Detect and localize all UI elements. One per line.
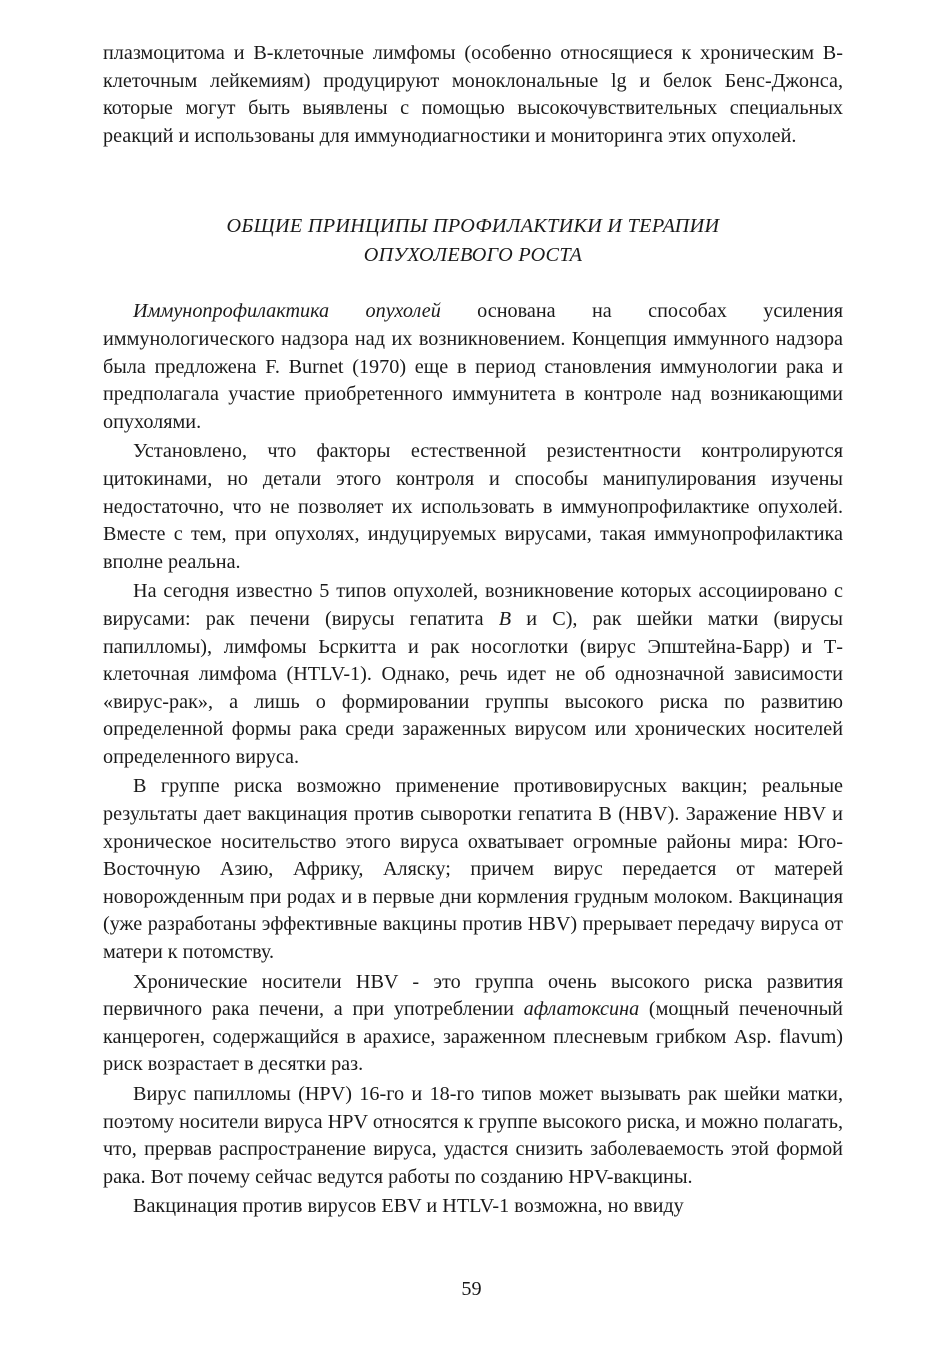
paragraph-virus-tumors xyxy=(103,578,843,771)
section-heading-line-2: ОПУХОЛЕВОГО РОСТА xyxy=(363,244,583,267)
paragraph-text: и С), рак шейки матки (вирусы папилломы), лимфомы Ьсркитта и рак носоглотки (вирус Эпштейна-Барр) и Т-клеточная лимфома (HTLV-1). Однако, речь идет не об однозначной зависимости «вирус-рак», а лишь о формировании группы высокого риска по развитию определенной формы рака среди зараженных вирусом или хронических носителей определенного вируса. xyxy=(103,607,843,768)
paragraph-text: (мощный печеночный канцероген, содержащийся в арахисе, зараженном плесневым грибком Asp. flavum) риск возрастает в десятки раз. xyxy=(103,998,843,1076)
paragraph-ebv-htlv: Вакцинация против вирусов EBV и HTLV-1 возможна, но ввиду xyxy=(133,1195,684,1218)
paragraph-text: На сегодня известно 5 типов опухолей, возникновение которых ассоциировано с вирусами: рак печени (вирусы гепатита xyxy=(103,580,843,630)
paragraph-immunoprophylaxis xyxy=(103,298,843,436)
section-heading xyxy=(103,212,843,270)
section-heading-line-1: ОБЩИЕ ПРИНЦИПЫ ПРОФИЛАКТИКИ И ТЕРАПИИ xyxy=(226,215,720,238)
paragraph-natural-resistance: Установлено, что факторы естественной резистентности контролируются цитокинами, но детали этого контроля и способы манипулирования изучены недостаточно, что не позволяет их использовать в иммунопрофилактике опухолей. Вместе с тем, при опухолях, индуцируемых вирусами, такая иммунопрофилактика вполне реальна. xyxy=(103,440,843,573)
paragraph-text: Хронические носители HBV - это группа очень высокого риска развития первичного рака печени, а при употреблении xyxy=(103,970,843,1021)
paragraph-vaccination: В группе риска возможно применение противовирусных вакцин; реальные результаты дает вакцинация против сыворотки гепатита В (HBV). Заражение HBV и хроническое носительство этого вируса охватывает огромные районы мира: Юго-Восточную Азию, Африку, Аляску; причем вирус передается от матерей новорожденным при родах и в первые дни кормления грудным молоком. Вакцинация (уже разработаны эффективные вакцины против HBV) прерывает передачу вируса от матери к потомству. xyxy=(103,775,843,964)
page-number: 59 xyxy=(461,1278,482,1300)
term-immunoprophylaxis: Иммунопрофилактика опухолей xyxy=(133,300,441,323)
paragraph-text: основана на способах усиления иммунологического надзора над их возникновением. Концепция иммунного надзора была предложена F. Burnet (1970) еще в период становления иммунологии рака и предполагала участие приобретенного иммунитета в контроле над возникающими опухолями. xyxy=(103,300,844,433)
intro-paragraph: плазмоцитома и В-клеточные лимфомы (особенно относящиеся к хроническим В-клеточным лейкемиям) продуцируют моноклональные lg и белок Бенс-Джонса, которые могут быть выявлены с помощью высокочувствительных специальных реакций и использованы для иммунодиагностики и мониторинга этих опухолей. xyxy=(103,42,843,147)
term-aflatoxin: афлатоксина xyxy=(523,998,640,1021)
paragraph-hpv: Вирус папилломы (HPV) 16-го и 18-го типов может вызывать рак шейки матки, поэтому носители вируса HPV относятся к группе высокого риска, и можно полагать, что, прервав распространение вируса, удастся снизить заболеваемость этой формой рака. Вот почему сейчас ведутся работы по созданию HPV-вакцины. xyxy=(103,1083,843,1188)
term-hepatitis-b: В xyxy=(498,607,512,630)
paragraph-hbv-carriers xyxy=(103,969,843,1079)
page-body xyxy=(103,40,843,1221)
